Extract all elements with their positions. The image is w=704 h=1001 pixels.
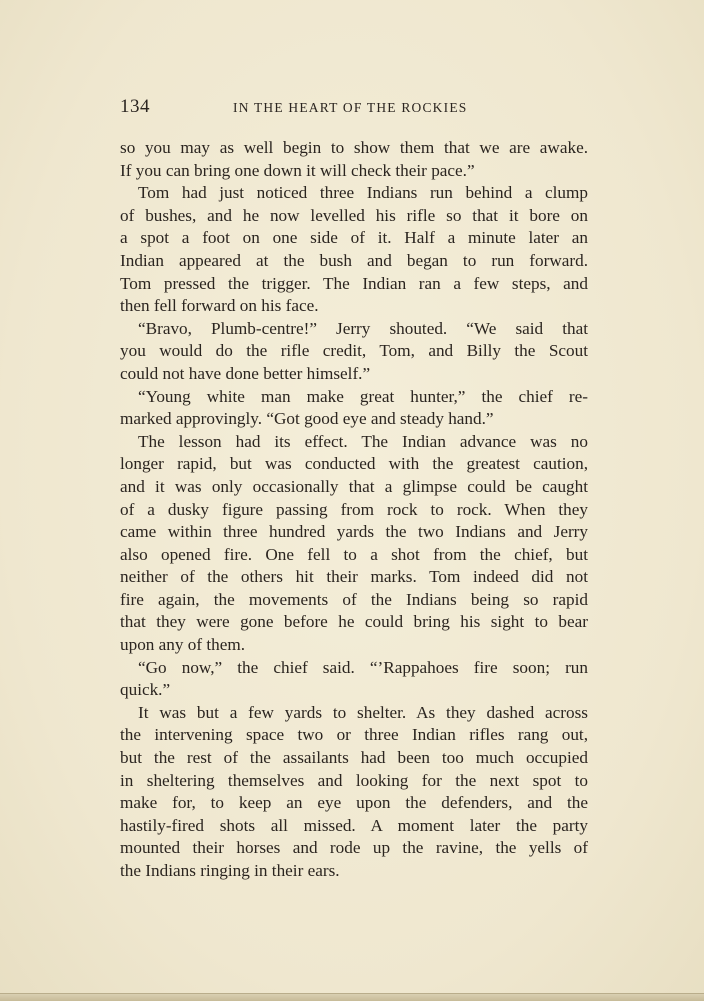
text-line: mounted their horses and rode up the ravine, the yells of xyxy=(120,838,588,858)
text-line: but the rest of the assailants had been too much occupied xyxy=(120,748,588,768)
body-text xyxy=(120,137,588,883)
text-line: and it was only occasionally that a glimpse could be caught xyxy=(120,476,588,496)
text-line: then fell forward on his face. xyxy=(120,296,319,316)
text-line: fire again, the movements of the Indians being so rapid xyxy=(120,589,588,609)
page-number: 134 xyxy=(120,96,150,117)
text-line: quick.” xyxy=(120,680,171,700)
text-line: in sheltering themselves and looking for the next spot to xyxy=(120,770,588,790)
text-line: marked approvingly. “Got good eye and steady hand.” xyxy=(120,409,494,429)
text-line: also opened fire. One fell to a shot from the chief, but xyxy=(120,544,588,564)
text-line: It was but a few yards to shelter. As they dashed across xyxy=(138,702,588,722)
text-line: the intervening space two or three Indian rifles rang out, xyxy=(120,725,588,745)
text-line: so you may as well begin to show them that we are awake. xyxy=(120,138,588,157)
text-line: could not have done better himself.” xyxy=(120,363,371,383)
text-line: a spot a foot on one side of it. Half a minute later an xyxy=(120,228,588,248)
text-line: of a dusky figure passing from rock to rock. When they xyxy=(120,499,588,519)
running-title: IN THE HEART OF THE ROCKIES xyxy=(233,100,468,115)
text-line: The lesson had its effect. The Indian advance was no xyxy=(138,431,588,451)
text-line: you would do the rifle credit, Tom, and Billy the Scout xyxy=(120,341,588,361)
text-line: neither of the others hit their marks. Tom indeed did not xyxy=(120,567,588,587)
running-head xyxy=(120,96,590,122)
text-line: came within three hundred yards the two Indians and Jerry xyxy=(120,522,588,542)
text-line: the Indians ringing in their ears. xyxy=(120,861,340,880)
text-line: longer rapid, but was conducted with the greatest caution, xyxy=(120,454,588,474)
text-line: “Go now,” the chief said. “’Rappahoes fire soon; run xyxy=(138,657,588,677)
text-line: that they were gone before he could bring his sight to bear xyxy=(120,612,588,632)
text-line: make for, to keep an eye upon the defenders, and the xyxy=(120,793,588,813)
text-line: of bushes, and he now levelled his rifle so that it bore on xyxy=(120,205,588,225)
text-line: Indian appeared at the bush and began to run forward. xyxy=(120,250,588,270)
text-line: Tom had just noticed three Indians run behind a clump xyxy=(138,183,588,203)
text-line: Tom pressed the trigger. The Indian ran a few steps, and xyxy=(120,273,588,293)
text-line: hastily-fired shots all missed. A moment later the party xyxy=(120,815,588,835)
text-line: upon any of them. xyxy=(120,635,246,655)
text-line: “Young white man make great hunter,” the chief re- xyxy=(138,386,588,406)
text-line: “Bravo, Plumb-centre!” Jerry shouted. “We said that xyxy=(138,318,588,338)
text-line: If you can bring one down it will check their pace.” xyxy=(120,160,475,180)
